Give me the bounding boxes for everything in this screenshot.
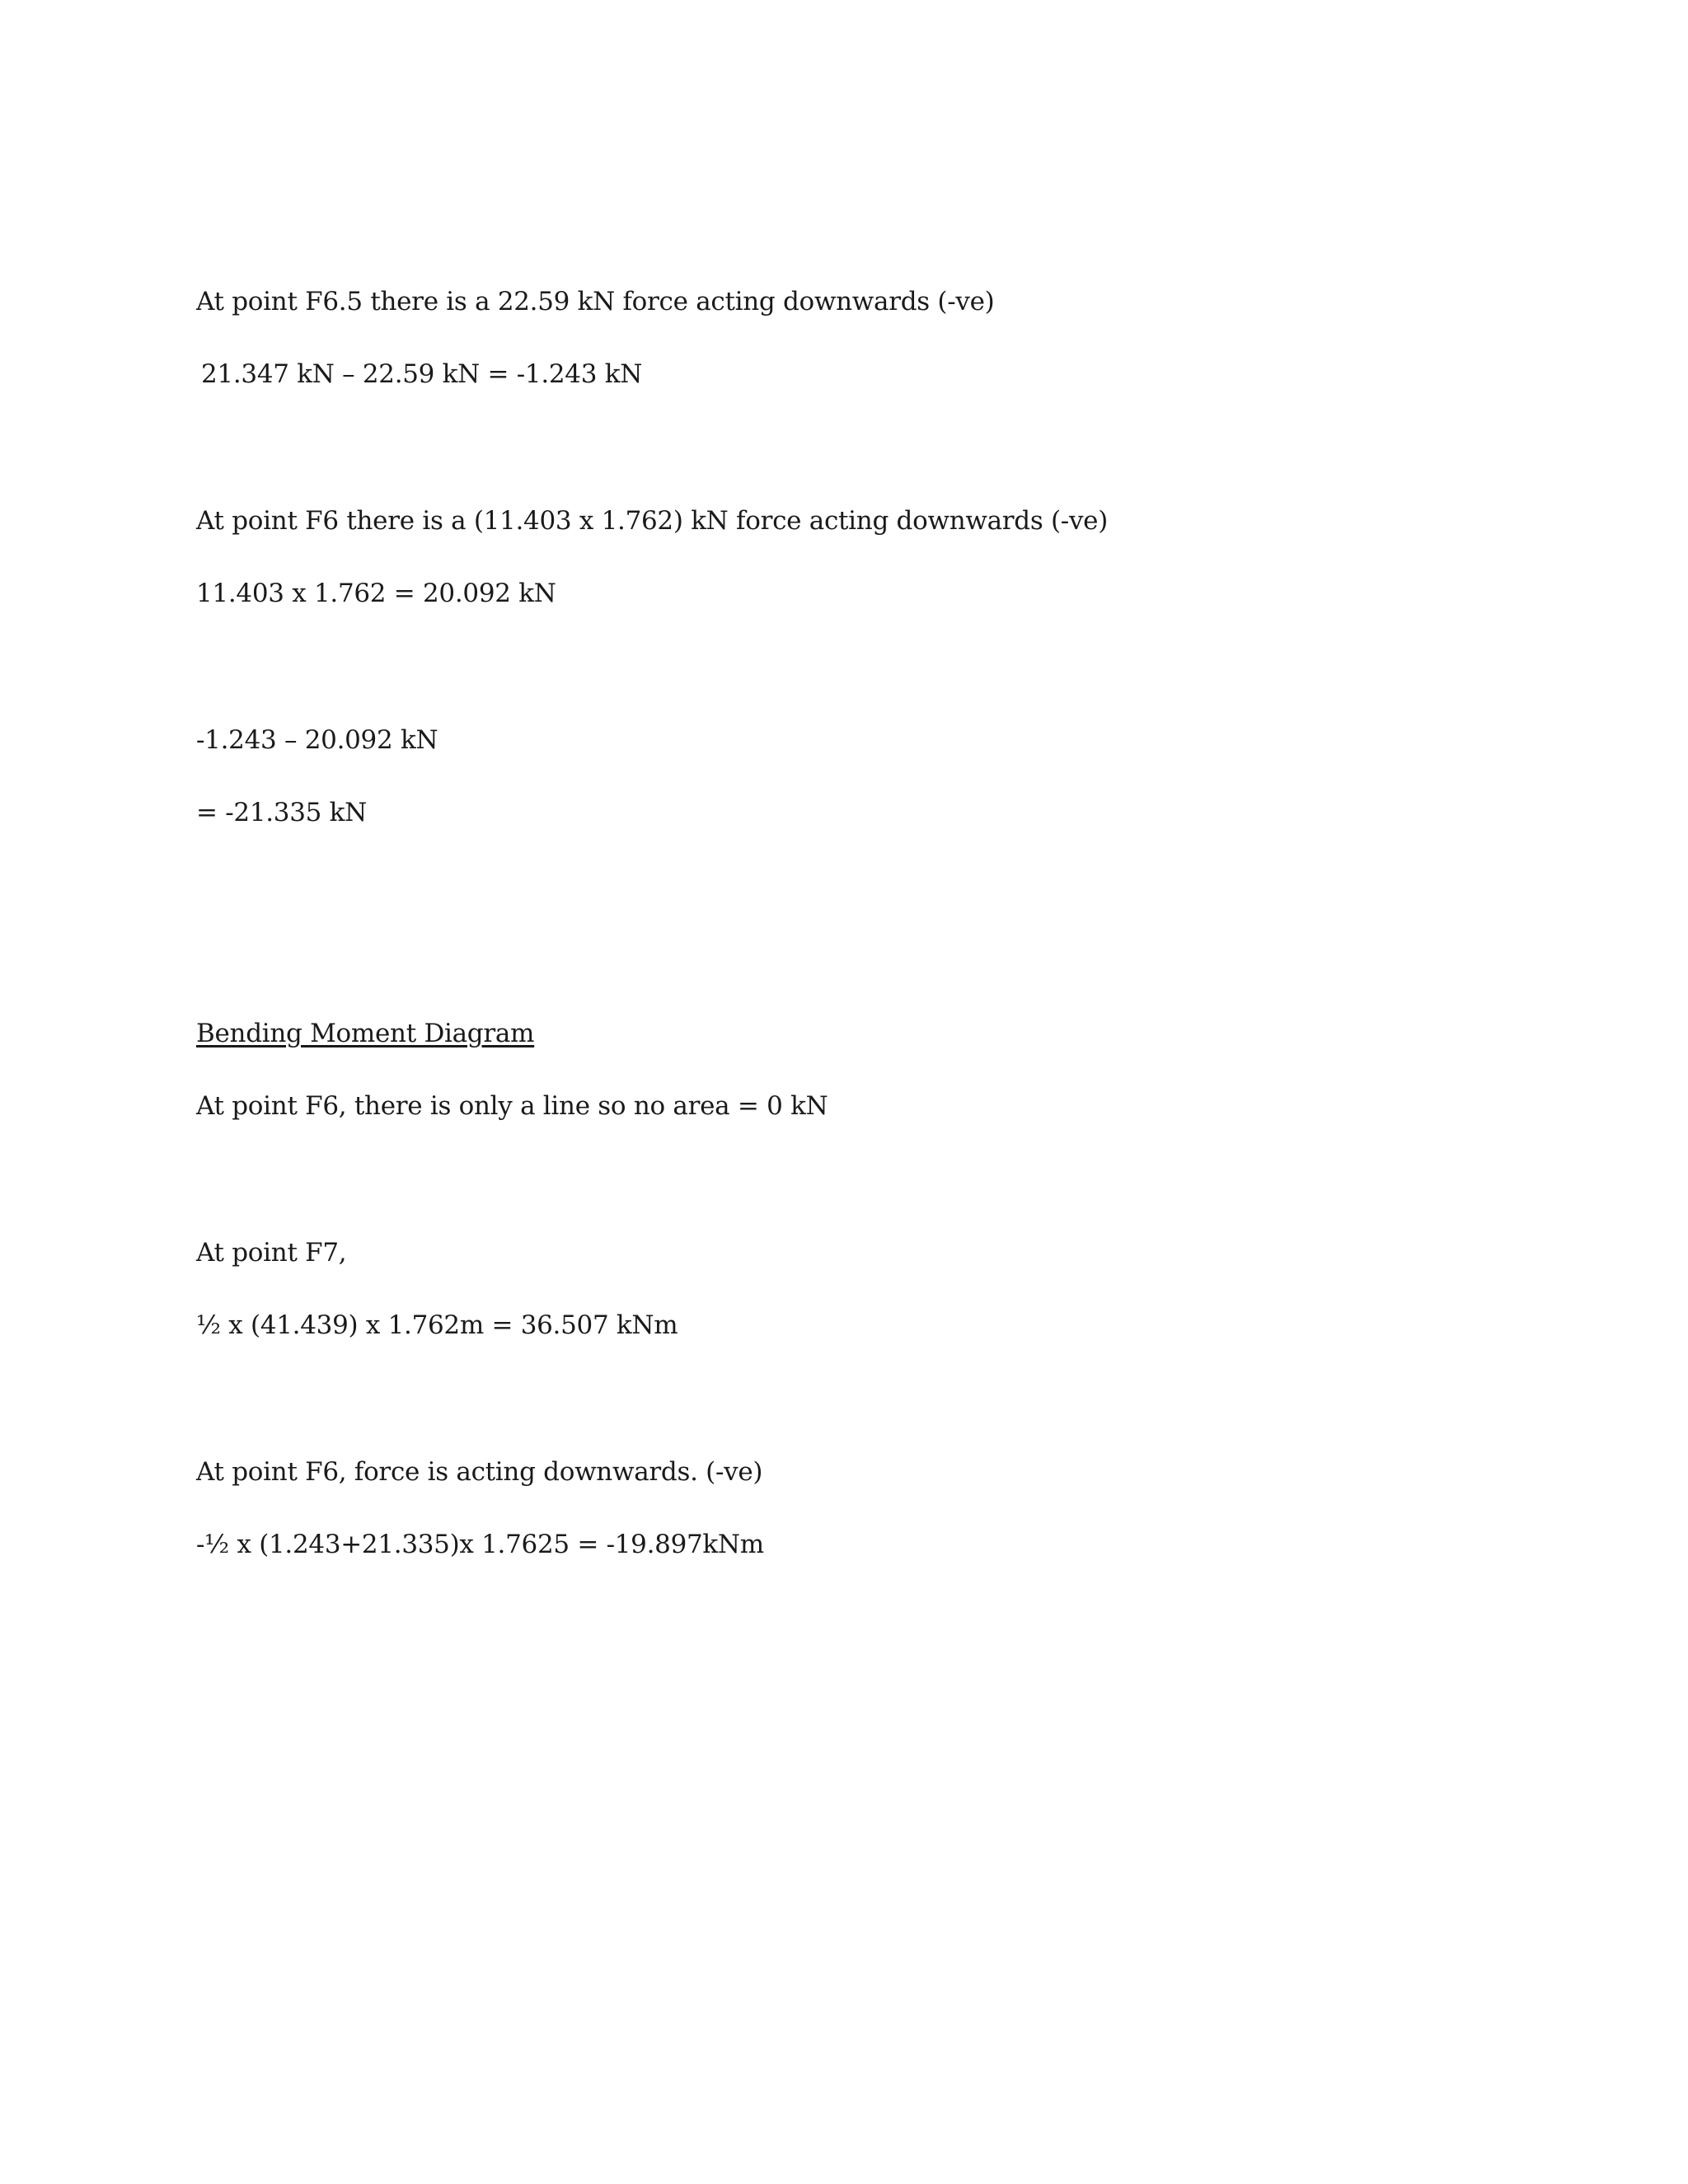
f6-force-statement: At point F6 there is a (11.403 x 1.762) kN force acting downwards (-ve) [196, 506, 1109, 536]
combined-shear-calculation: -1.243 – 20.092 kN [196, 725, 438, 755]
combined-shear-result: = -21.335 kN [196, 798, 367, 827]
f6-moment-calculation: -½ x (1.243+21.335)x 1.7625 = -19.897kNm [196, 1530, 764, 1559]
f6-5-shear-calculation: 21.347 kN – 22.59 kN = -1.243 kN [201, 359, 643, 389]
f7-moment-calculation: ½ x (41.439) x 1.762m = 36.507 kNm [196, 1310, 678, 1340]
bending-moment-heading: Bending Moment Diagram [196, 1019, 535, 1048]
f6-area-statement: At point F6, there is only a line so no area = 0 kN [196, 1091, 828, 1121]
f7-label: At point F7, [196, 1238, 347, 1268]
f6-5-force-statement: At point F6.5 there is a 22.59 kN force acting downwards (-ve) [196, 287, 995, 316]
f6-force-calculation: 11.403 x 1.762 = 20.092 kN [196, 579, 556, 608]
f6-force-direction-statement: At point F6, force is acting downwards. (-ve) [196, 1457, 763, 1487]
